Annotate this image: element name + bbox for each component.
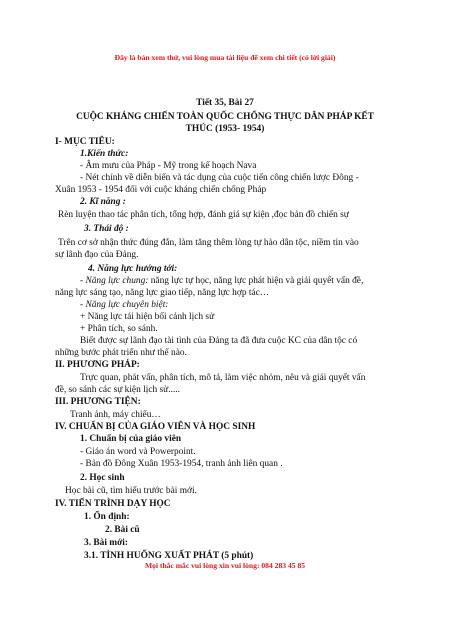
competency-general-label: - Năng lực chung:	[80, 276, 149, 286]
methods-text-line-2: đề, so sánh các sự kiện lịch sử.....	[55, 385, 180, 395]
competency-general-line-2: năng lực sáng tạo, năng lực giao tiếp, năng lực hợp tác…	[55, 288, 270, 298]
teacher-prep-heading: 1. Chuẩn bị của giáo viên	[80, 434, 182, 444]
attitude-text-line-2: sự lãnh đạo của Đảng.	[55, 250, 139, 260]
knowledge-heading: 1.Kiến thức:	[80, 149, 129, 159]
process-step-3-1: 3.1. TÌNH HUỐNG XUẤT PHÁT (5 phút)	[84, 551, 254, 561]
process-step-1: 1. Ổn định:	[84, 512, 130, 522]
competency-specific-label: - Năng lực chuyên biệt:	[80, 300, 169, 310]
section-preparation-heading: IV. CHUẨN BỊ CỦA GIÁO VIÊN VÀ HỌC SINH	[55, 422, 256, 432]
lesson-title-line-2: THÚC (1953- 1954)	[185, 124, 265, 134]
section-process-heading: IV. TIẾN TRÌNH DẠY HỌC	[55, 499, 171, 509]
competency-general-text: năng lực tự học, năng lực phát hiện và giải quyết vấn đề,	[148, 276, 364, 286]
tools-text: Tranh ảnh, máy chiếu…	[70, 410, 161, 420]
skills-text: Rèn luyện thao tác phân tích, tổng hợp, đánh giá sự kiện ,đọc bản đồ chiến sự	[58, 210, 349, 220]
section-methods-heading: II. PHƯƠNG PHÁP:	[55, 360, 140, 370]
teacher-prep-item-1: - Giáo án word và Powerpoint.	[80, 447, 196, 457]
process-step-2: 2. Bài cũ	[105, 525, 140, 535]
student-prep-heading: 2. Học sinh	[80, 473, 125, 483]
attitude-text-line-1: Trên cơ sở nhận thức đúng đắn, làm tăng thêm lòng tự hào dân tộc, niềm tin vào	[58, 238, 359, 248]
student-prep-text: Học bài cũ, tìm hiểu trước bài mới.	[65, 486, 197, 496]
section-objectives-heading: I- MỤC TIÊU:	[55, 137, 115, 147]
attitude-heading: 3. Thái độ :	[84, 224, 129, 234]
teacher-prep-item-2: - Bản đồ Đông Xuân 1953-1954, tranh ảnh liên quan .	[80, 459, 283, 469]
knowledge-item-2-line-1: - Nét chính về diễn biến và tác dụng của cuộc tiến công chiến lược Đông -	[80, 173, 359, 183]
competency-heading: 4. Năng lực hướng tới:	[88, 264, 178, 274]
skills-heading: 2. Kĩ năng :	[80, 197, 126, 207]
preview-notice-banner: Đây là bản xem thử, vui lòng mua tài liệu để xem chi tiết (có lời giải)	[114, 53, 336, 62]
methods-text-line-1: Trực quan, phát vấn, phân tích, mô tả, làm việc nhóm, nêu và giải quyết vấn	[80, 373, 366, 383]
contact-banner: Mọi thắc mắc vui lòng xin vui lòng: 084 283 45 85	[144, 561, 306, 570]
competency-summary-line-1: Biết được sự lãnh đạo tài tình của Đảng ta đã đưa cuộc KC của dân tộc có	[80, 336, 358, 346]
competency-general-line-1	[80, 275, 363, 287]
competency-specific-item-2: + Phân tích, so sánh.	[80, 324, 158, 334]
knowledge-item-2-line-2: Xuân 1953 - 1954 đối với cuộc kháng chiến chống Pháp	[55, 185, 267, 195]
section-tools-heading: III. PHƯƠNG TIỆN:	[55, 397, 141, 407]
competency-summary-line-2: những bước phát triển như thế nào.	[55, 348, 187, 358]
process-step-3: 3. Bài mới:	[84, 538, 128, 548]
lesson-title-line-1: CUỘC KHÁNG CHIẾN TOÀN QUỐC CHỐNG THỰC DÂN PHÁP KẾT	[76, 112, 374, 122]
competency-specific-item-1: + Năng lực tái hiện bối cảnh lịch sử	[80, 312, 215, 322]
lesson-number: Tiết 35, Bài 27	[196, 98, 254, 108]
knowledge-item-1: - Âm mưu của Pháp - Mỹ trong kế hoạch Nava	[80, 161, 257, 171]
